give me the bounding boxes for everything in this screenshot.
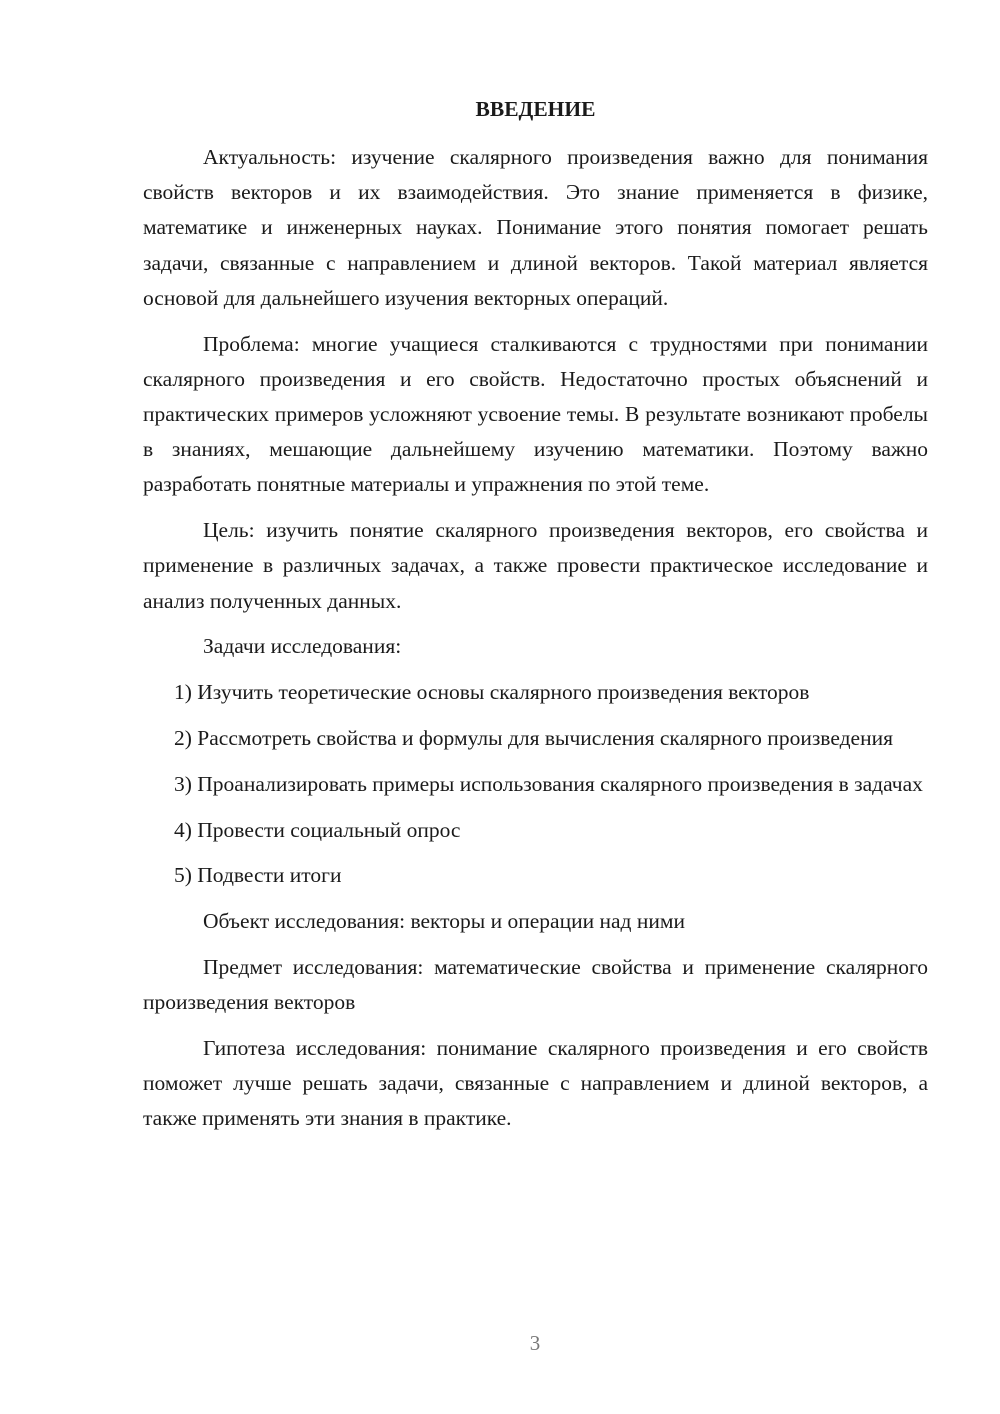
object-paragraph: Объект исследования: векторы и операции над ними	[203, 909, 685, 934]
section-title: ВВЕДЕНИЕ	[475, 97, 596, 121]
task-item: 1) Изучить теоретические основы скалярного произведения векторов	[174, 680, 810, 705]
problem-paragraph: Проблема: многие учащиеся сталкиваются с трудностями при понимании скалярного произведения и его свойств. Недостаточно простых объяснений и практических примеров усложняют усвоение темы. В результате возникают пробелы в знаниях, мешающие дальнейшему изучению математики. Поэтому важно разработать понятные материалы и упражнения по этой теме.	[143, 331, 928, 497]
task-item: 2) Рассмотреть свойства и формулы для вычисления скалярного произведения	[174, 726, 893, 751]
task-item: 5) Подвести итоги	[174, 863, 342, 888]
task-item: 3) Проанализировать примеры использования скалярного произведения в задачах	[174, 771, 923, 796]
subject-paragraph: Предмет исследования: математические свойства и применение скалярного произведения векторов	[143, 955, 928, 1015]
goal-paragraph: Цель: изучить понятие скалярного произведения векторов, его свойства и применение в различных задачах, а также провести практическое исследование и анализ полученных данных.	[143, 518, 928, 613]
document-page	[143, 92, 928, 1147]
tasks-heading: Задачи исследования:	[203, 634, 402, 659]
task-item: 4) Провести социальный опрос	[174, 817, 461, 842]
page-number: 3	[529, 1331, 541, 1355]
hypothesis-paragraph: Гипотеза исследования: понимание скалярного произведения и его свойств поможет лучше решать задачи, связанные с направлением и длиной векторов, а также применять эти знания в практике.	[143, 1036, 928, 1131]
relevance-paragraph: Актуальность: изучение скалярного произведения важно для понимания свойств векторов и их взаимодействия. Это знание применяется в физике, математике и инженерных науках. Понимание этого понятия помогает решать задачи, связанные с направлением и длиной векторов. Такой материал является основой для дальнейшего изучения векторных операций.	[143, 145, 928, 310]
